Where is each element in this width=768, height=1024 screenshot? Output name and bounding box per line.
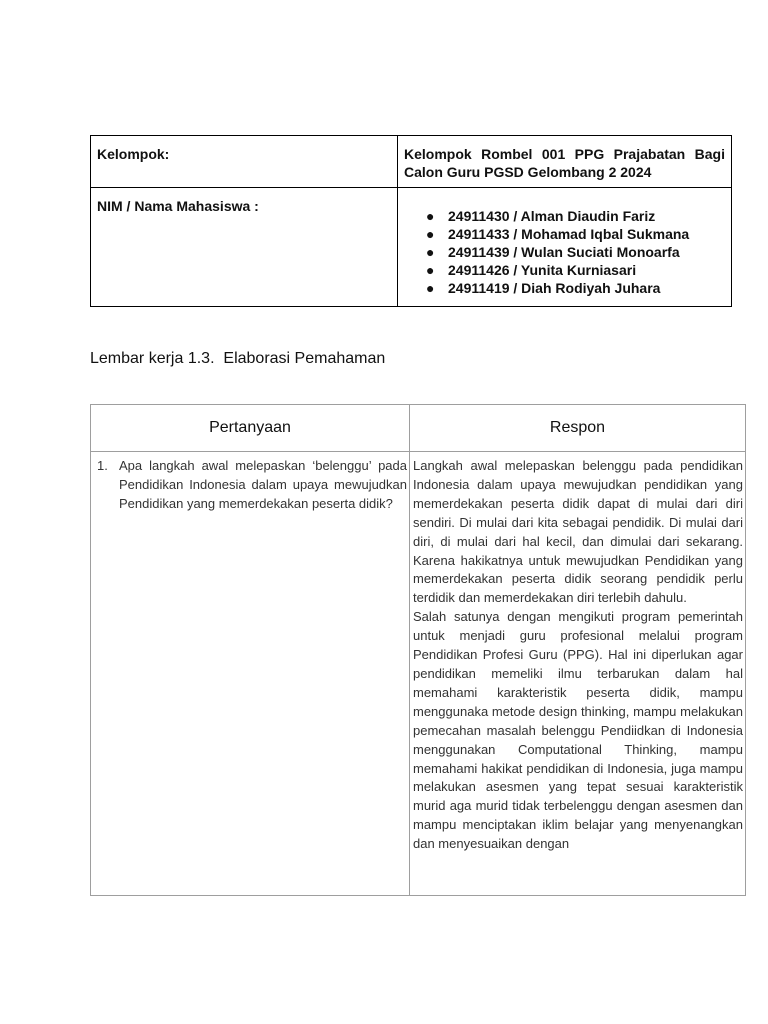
group-label: Kelompok: (91, 136, 398, 188)
member-list (404, 207, 725, 297)
question-header: Pertanyaan (91, 405, 410, 452)
member-item (426, 207, 725, 225)
member-item (426, 225, 725, 243)
question-cell (91, 452, 410, 896)
bullet-icon: ● (426, 280, 435, 296)
member-text: 24911433 / Mohamad Iqbal Sukmana (448, 226, 690, 242)
bullet-icon: ● (426, 262, 435, 278)
group-info-table (90, 135, 732, 307)
bullet-icon: ● (426, 226, 435, 242)
members-row (91, 188, 732, 307)
nim-label: NIM / Nama Mahasiswa : (91, 188, 398, 307)
member-text: 24911430 / Alman Diaudin Fariz (448, 208, 656, 224)
bullet-icon: ● (426, 208, 435, 224)
question-text: Apa langkah awal melepaskan ‘belenggu’ pada Pendidikan Indonesia dalam upaya mewujudkan Pendidikan yang memerdekakan peserta didik? (119, 458, 407, 511)
response-paragraph: Langkah awal melepaskan belenggu pada pendidikan Indonesia dalam upaya mewujudkan pendidikan yang memerdekakan peserta didik dapat di mulai dari diri sendiri. Di mulai dari kita sebagai pendidik. Di mulai dari diri, di mulai dari hal kecil, dan dimulai dari sekarang. Karena hakikatnya untuk mewujudkan Pendidikan yang memerdekakan peserta didik seorang pendidik perlu terdidik dan memerdekakan diri terlebih dahulu. (413, 458, 743, 606)
group-value: Kelompok Rombel 001 PPG Prajabatan Bagi Calon Guru PGSD Gelombang 2 2024 (398, 136, 732, 188)
group-row (91, 136, 732, 188)
response-paragraph: Salah satunya dengan mengikuti program pemerintah untuk menjadi guru profesional melalui program Pendidikan Profesi Guru (PPG). Hal ini diperlukan agar pendidikan memeliki ilmu terbarukan dalam hal memahami karakteristik peserta didik, mampu menggunaka metode design thinking, mampu melakukan pemecahan masalah belenggu Pendiidkan di Indonesia menggunakan Computational Thinking, mampu memahami hakikat pendidikan di Indonesia, juga mampu melakukan asesmen yang tepat sesuai karakteristik murid aga murid tidak terbelenggu dengan asesmen dan mampu menciptakan iklim belajar yang menyenangkan dan menyesuaikan dengan (413, 609, 743, 852)
member-item (426, 243, 725, 261)
response-cell (410, 452, 746, 896)
question-number: 1. (97, 458, 108, 473)
qa-row (91, 452, 746, 896)
members-cell (398, 188, 732, 307)
member-item (426, 279, 725, 297)
bullet-icon: ● (426, 244, 435, 260)
qa-table (90, 404, 746, 896)
member-text: 24911419 / Diah Rodiyah Juhara (448, 280, 661, 296)
member-text: 24911439 / Wulan Suciati Monoarfa (448, 244, 680, 260)
qa-header-row (91, 405, 746, 452)
response-header: Respon (410, 405, 746, 452)
member-text: 24911426 / Yunita Kurniasari (448, 262, 637, 278)
member-item (426, 261, 725, 279)
section-title: Lembar kerja 1.3. Elaborasi Pemahaman (90, 350, 386, 367)
